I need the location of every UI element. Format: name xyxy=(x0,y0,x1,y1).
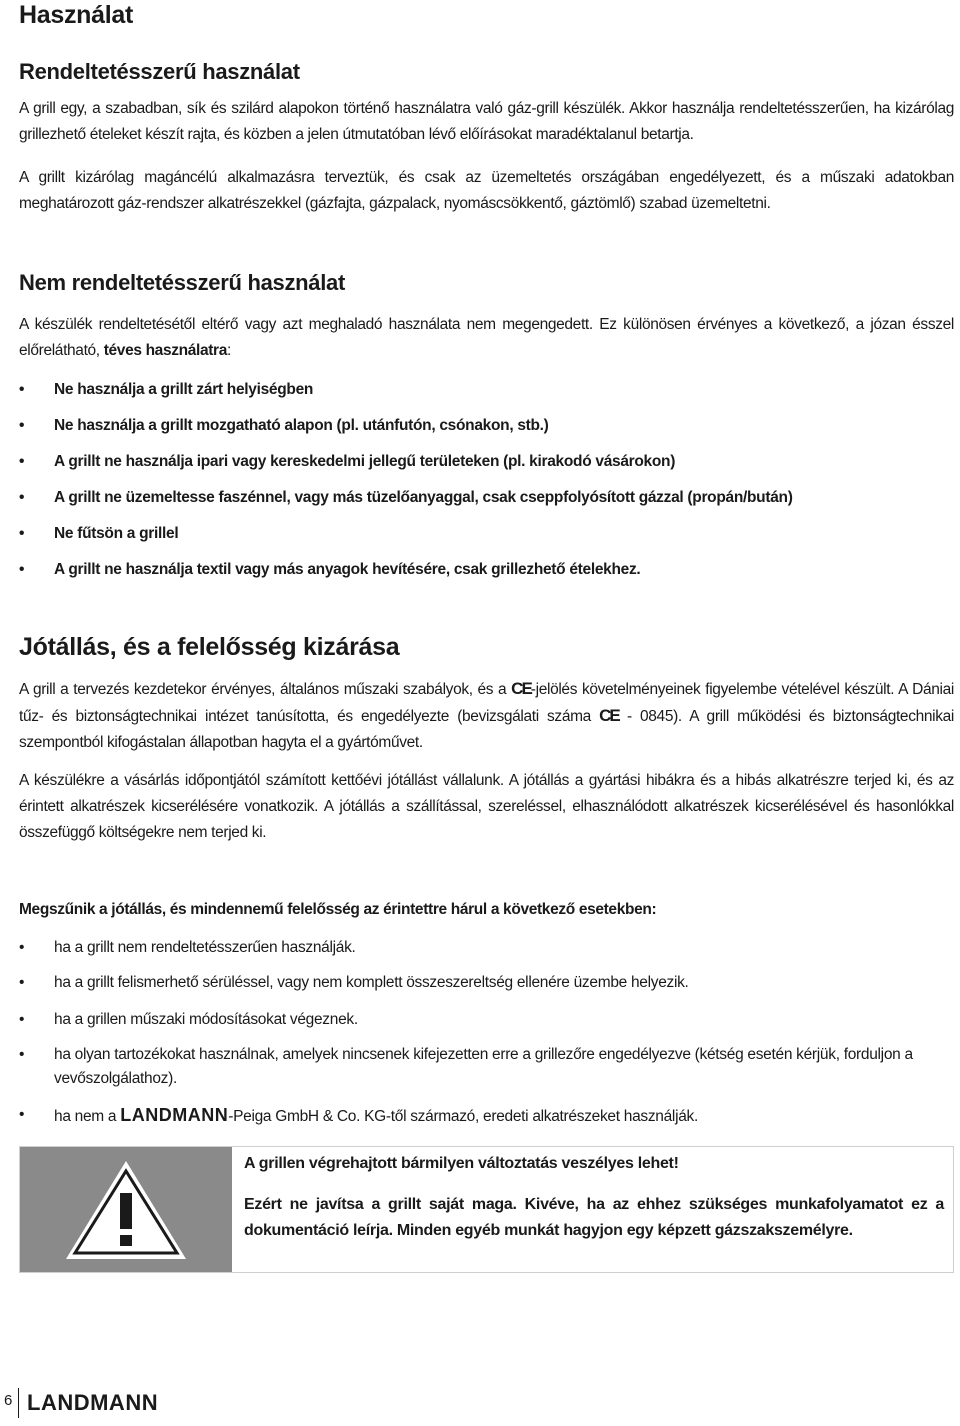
intended-use-paragraph-1: A grill egy, a szabadban, sík és szilárd alapokon történő használatra való gáz-grill készülék. Akkor használja rendeltetésszerűen, ha kizárólag grillezhető ételeket készít rajta, és közben a jelen útmutatóban lévő előírásokat maradéktalanul betartja. xyxy=(19,100,954,143)
bullet-icon: • xyxy=(19,1106,25,1123)
page-number: 6 xyxy=(4,1392,13,1409)
bullet-icon: • xyxy=(19,381,25,398)
warning-triangle-icon xyxy=(20,1147,232,1272)
improper-use-paragraph xyxy=(19,312,954,364)
bullet-icon: • xyxy=(19,974,25,991)
section-heading-improper-use: Nem rendeltetésszerű használat xyxy=(19,270,346,295)
improper-use-text-end: : xyxy=(227,342,231,359)
warranty-void-heading: Megszűnik a jótállás, és mindennemű felelősség az érintettre hárul a következő esetekben: xyxy=(19,901,657,918)
bullet-icon: • xyxy=(19,489,25,506)
bullet-icon: • xyxy=(19,939,25,956)
bullet-icon: • xyxy=(19,1046,25,1063)
footer-divider xyxy=(18,1388,19,1418)
bullet-icon: • xyxy=(19,561,25,578)
warning-text xyxy=(244,1147,944,1272)
warning-line-1: A grillen végrehajtott bármilyen változtatás veszélyes lehet! xyxy=(244,1155,679,1172)
page-title: Használat xyxy=(19,1,134,29)
landmann-logo: LANDMANN xyxy=(27,1390,159,1415)
ce-mark-icon: CE xyxy=(511,679,531,698)
section-heading-intended-use: Rendeltetésszerű használat xyxy=(19,59,300,84)
intended-use-paragraph-2: A grillt kizárólag magáncélú alkalmazásra terveztük, és csak az üzemeltetés országában engedélyezett, és a műszaki adatokban meghatározott gáz-rendszer alkatrészekkel (gázfajta, gázpalack, nyomáscsökkentő, gáztömlő) szabad üzemeltetni. xyxy=(19,169,954,212)
landmann-logo: LANDMANN xyxy=(120,1105,229,1125)
bullet-icon: • xyxy=(19,1011,25,1028)
bullet-icon: • xyxy=(19,525,25,542)
ce-mark-icon: CE xyxy=(599,706,619,725)
section-heading-warranty: Jótállás, és a felelősség kizárása xyxy=(19,633,400,661)
page-footer xyxy=(0,1388,960,1426)
bullet-icon: • xyxy=(19,453,25,470)
improper-use-text-bold: téves használatra xyxy=(103,342,228,359)
warning-icon-panel xyxy=(20,1147,232,1272)
warranty-paragraph-2: A készülékre a vásárlás időpontjától számított kettőévi jótállást vállalunk. A jótállás a gyártási hibákra és a hibás alkatrészre terjed ki, és az érintett alkatrészek kicserélésére vonatkozik. A jótállás a szállítással, szereléssel, elhasználódott alkatrészek kicserélésével és hasonlókkal összefüggő költségekre nem terjed ki. xyxy=(19,772,954,841)
warning-box xyxy=(19,1146,954,1273)
improper-use-text-start: A készülék rendeltetésétől eltérő vagy azt meghaladó használata nem megengedett. Ez különösen érvényes a következő, a józan ésszel előrelátható, xyxy=(19,316,954,359)
warranty-paragraph-1: A grill a tervezés kezdetekor érvényes, általános műszaki szabályok, és a CE-jelölés követelményeinek figyelembe vételével készült. A Dániai tűz- és biztonságtechnikai intézet tanúsította, és engedélyezte (bevizsgálati száma CE - 0845). A grill működési és biztonságtechnikai szempontból kifogástalan állapotban hagyta el a gyártóművet. xyxy=(19,679,954,751)
warning-line-2: Ezért ne javítsa a grillt saját maga. Kivéve, ha az ehhez szükséges munkafolyamatot ez a dokumentáció leírja. Minden egyéb munkát hagyjon egy képzett gázszakszemélyre. xyxy=(244,1196,944,1239)
bullet-icon: • xyxy=(19,417,25,434)
